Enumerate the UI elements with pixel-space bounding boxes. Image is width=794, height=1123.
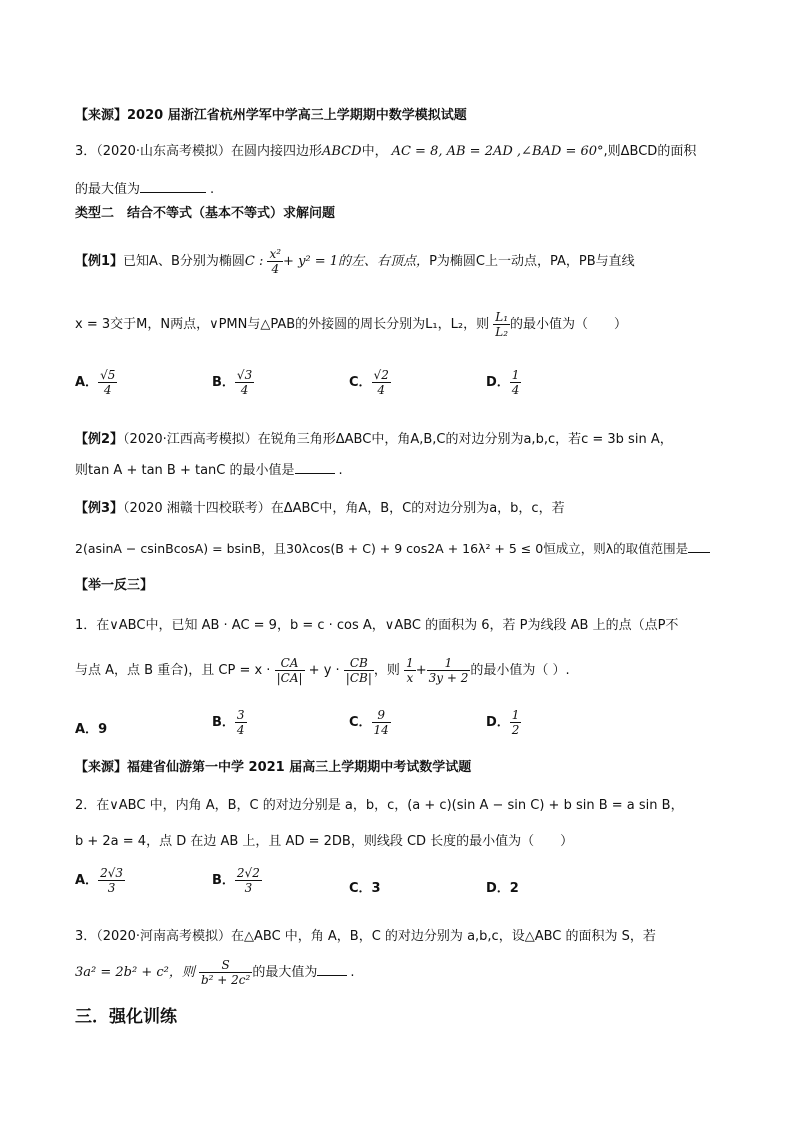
frac-den: 4 [511, 383, 520, 397]
frac-num: √5 [100, 368, 116, 382]
frac-den: 2 [511, 723, 520, 737]
option-fraction [235, 708, 247, 737]
frac-den: 3 [244, 881, 253, 895]
frac-num: 1 [427, 656, 471, 671]
type-heading [75, 202, 335, 221]
frac-den: 4 [103, 383, 112, 397]
problem-1-line-1 [75, 614, 678, 633]
frac-num: 1 [406, 656, 414, 670]
example-1-line-1 [75, 247, 635, 276]
frac-den: 14 [373, 723, 389, 737]
source-line-1 [75, 104, 467, 123]
option-label: C． [349, 881, 372, 896]
q3a-end: . [210, 182, 215, 197]
frac-den: 4 [236, 723, 245, 737]
q3a-line2: 的最大值为 [75, 182, 141, 197]
frac-num: 1 [511, 368, 520, 382]
p2-option-a [75, 866, 125, 895]
p1-option-d [486, 708, 521, 737]
ex1-l1d: P为椭圆C上一动点，PA，PB与直线 [429, 254, 635, 269]
example-3-line-2 [75, 539, 710, 557]
ex1-frac-den: 4 [271, 262, 280, 276]
p3-l2a: 3a² = 2b² + c²，则 [75, 965, 195, 980]
option-label: B． [212, 375, 235, 390]
p1-option-c [349, 708, 391, 737]
p1-l1: 1．在∨ABC中，已知 AB · AC = 9，b = c · cos A，∨ABC 的面积为 6，若 P为线段 AB 上的点（点P不 [75, 618, 679, 633]
problem-3-line-1 [75, 925, 656, 944]
p1-l2c: ，则 [373, 663, 400, 678]
option-fraction [372, 368, 391, 397]
p1-l2d: 的最小值为（ ）. [470, 663, 570, 678]
frac-num: CA [275, 656, 305, 671]
option-label: D． [486, 375, 510, 390]
answer-blank [140, 192, 206, 193]
answer-blank [295, 473, 335, 474]
ex1-option-d [486, 368, 521, 397]
frac-num: √2 [373, 368, 389, 382]
source-text: 【来源】福建省仙游第一中学 2021 届高三上学期期中考试数学试题 [75, 760, 472, 775]
ex1-l1c: + y² = 1的左、右顶点， [283, 254, 430, 269]
frac-den: 3y + 2 [428, 671, 469, 685]
p1-option-b [212, 708, 247, 737]
p3-l2b: 的最大值为 [252, 965, 318, 980]
problem-1-line-2 [75, 656, 570, 685]
p2-option-c [349, 877, 381, 896]
p1-plus: + [415, 663, 427, 678]
question-3a-line-2 [75, 178, 214, 197]
option-fraction [98, 368, 117, 397]
practice-heading-text: 【举一反三】 [75, 578, 154, 593]
option-fraction [510, 708, 522, 737]
answer-blank [317, 975, 347, 976]
option-label: A． [75, 722, 99, 737]
frac-num: 2√2 [236, 866, 260, 880]
p1-option-a [75, 718, 107, 737]
frac-num: 2√3 [100, 866, 123, 880]
p1-l2a: 与点 A，点 B 重合)，且 CP = x · [75, 663, 271, 678]
p1-frac-2 [427, 656, 471, 685]
ex2-l1: （2020·江西高考模拟）在锐角三角形ΔABC中，角A,B,C的对边分别为a,b,c，若c = 3b sin A， [123, 432, 673, 447]
p2-option-d [486, 877, 519, 896]
type-heading-text: 类型二 结合不等式（基本不等式）求解问题 [75, 206, 336, 221]
example-2-line-2 [75, 459, 343, 478]
option-value: 3 [371, 881, 381, 896]
frac-num: 1 [511, 708, 520, 722]
p3-l1: 3．（2020·河南高考模拟）在△ABC 中，角 A，B，C 的对边分别为 a,b,c，设△ABC 的面积为 S，若 [75, 929, 656, 944]
p3-end: . [350, 965, 355, 980]
ex1-l2b: 的最小值为（ ） [510, 317, 628, 332]
frac-den: 4 [240, 383, 249, 397]
ex1-option-b [212, 368, 254, 397]
frac-num: 9 [372, 708, 391, 723]
q3a-cond: AC = 8, AB = 2AD ,∠BAD = 60° [391, 144, 604, 159]
option-fraction [235, 368, 254, 397]
practice-heading [75, 574, 153, 593]
p3-fraction [199, 958, 252, 987]
problem-3-line-2 [75, 958, 355, 987]
q3a-prefix: 3．（2020·山东高考模拟）在圆内接四边形 [75, 144, 322, 159]
source-text: 【来源】2020 届浙江省杭州学军中学高三上学期期中数学模拟试题 [75, 108, 467, 123]
option-fraction [372, 708, 391, 737]
answer-blank [688, 552, 710, 553]
problem-2-line-1 [75, 794, 684, 813]
ex1-fraction-2 [493, 310, 510, 339]
option-fraction [235, 866, 262, 895]
ex1-fraction [267, 247, 283, 276]
frac-den: 4 [377, 383, 385, 397]
option-label: A． [75, 375, 99, 390]
p1-frac-1 [404, 656, 416, 685]
section-heading-text: 三．强化训练 [75, 1007, 177, 1027]
option-label: B． [212, 873, 235, 888]
example-1-line-2 [75, 310, 627, 339]
ex1-l1a: 已知A、B分别为椭圆 [123, 254, 245, 269]
q3a-tail: ,则ΔBCD的面积 [603, 144, 697, 159]
frac-den: b² + 2c² [201, 973, 251, 987]
p1-vector-ca [275, 656, 305, 685]
example-3-line-1 [75, 497, 565, 516]
ex1-f2-num: L₁ [495, 310, 509, 324]
option-label: D． [486, 881, 510, 896]
frac-num: S [199, 958, 252, 973]
p2-l2: b + 2a = 4，点 D 在边 AB 上，且 AD = 2DB，则线段 CD 长度的最小值为（ ） [75, 834, 574, 849]
frac-den: x [406, 671, 414, 685]
option-fraction [98, 866, 125, 895]
p2-l1: 2．在∨ABC 中，内角 A，B，C 的对边分别是 a，b，c，(a + c)(sin A − sin C) + b sin B = a sin B， [75, 798, 684, 813]
example-2-line-1 [75, 428, 673, 447]
question-3a-line-1 [75, 140, 696, 159]
ex2-l2: 则tan A + tan B + tanC 的最小值是 [75, 463, 295, 478]
ex3-l2: 2(asinA − csinBcosA) = bsinB，且30λcos(B + C) + 9 cos2A + 16λ² + 5 ≤ 0恒成立，则λ的取值范围是 [75, 541, 689, 556]
ex3-l1: （2020 湘赣十四校联考）在ΔABC中，角A，B，C的对边分别为a，b，c，若 [123, 501, 565, 516]
section-heading [75, 1002, 177, 1027]
option-label: B． [212, 715, 235, 730]
ex2-end: . [338, 463, 343, 478]
p2-option-b [212, 866, 262, 895]
frac-num: √3 [236, 368, 253, 382]
option-label: D． [486, 715, 510, 730]
ex1-option-a [75, 368, 117, 397]
ex1-f2-den: L₂ [495, 325, 509, 339]
ex1-tag: 【例1】 [75, 254, 124, 269]
frac-num: CB [344, 656, 374, 671]
option-value: 9 [98, 722, 108, 737]
option-label: C． [349, 375, 372, 390]
p1-vector-cb [344, 656, 374, 685]
frac-den: |CB| [345, 671, 372, 685]
frac-num: 3 [236, 708, 245, 722]
frac-den: 3 [107, 881, 116, 895]
option-label: A． [75, 873, 99, 888]
option-label: C． [349, 715, 372, 730]
ex1-l1b: C : [244, 254, 264, 269]
option-value: 2 [509, 881, 519, 896]
q3a-quad: ABCD [322, 144, 362, 159]
ex3-tag: 【例3】 [75, 501, 124, 516]
ex1-option-c [349, 368, 391, 397]
q3a-mid: 中， [361, 144, 388, 159]
ex2-tag: 【例2】 [75, 432, 124, 447]
ex1-l2a: x = 3交于M，N两点，∨PMN与△PAB的外接圆的周长分别为L₁，L₂，则 [75, 317, 490, 332]
frac-den: |CA| [276, 671, 303, 685]
problem-2-line-2 [75, 830, 573, 849]
p1-l2b: + y · [308, 663, 340, 678]
source-line-2 [75, 756, 471, 775]
option-fraction [510, 368, 522, 397]
ex1-frac-num: x² [269, 247, 282, 261]
